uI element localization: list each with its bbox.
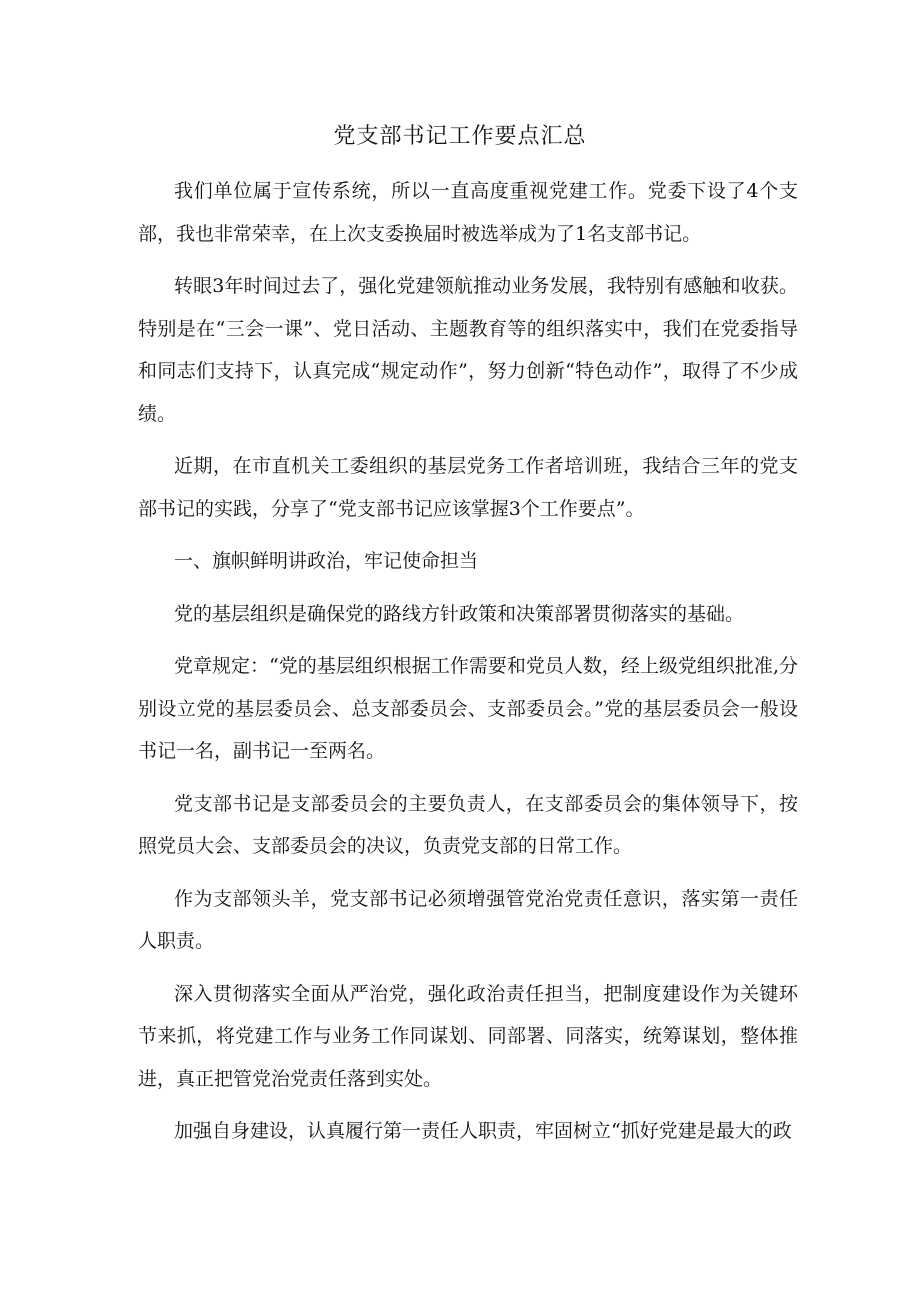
paragraph-foundation: 党的基层组织是确保党的路线方针政策和决策部署贯彻落实的基础。: [174, 602, 745, 625]
paragraph-training: 近期，在市直机关工委组织的基层党务工作者培训班，我结合三年的党支部书记的实践，分享了“党支部书记应该掌握3个工作要点”。: [138, 455, 798, 520]
section-heading-one: 一、旗帜鲜明讲政治，牢记使命担当: [174, 550, 479, 572]
document-title: 党支部书记工作要点汇总: [333, 124, 587, 149]
paragraph-leader: 作为支部领头羊，党支部书记必须增强管党治党责任意识，落实第一责任人职责。: [138, 887, 798, 952]
document-body: [138, 170, 798, 1163]
paragraph-three-years: 转眼3年时间过去了，强化党建领航推动业务发展，我特别有感触和收获。特别是在“三会一课”、党日活动、主题教育等的组织落实中，我们在党委指导和同志们支持下，认真完成“规定动作”，努力创新“特色动作”，取得了不少成绩。: [138, 275, 798, 425]
paragraph-party-constitution: 党章规定：“党的基层组织根据工作需要和党员人数，经上级党组织批准,分别设立党的基层委员会、总支部委员会、支部委员会。”党的基层委员会一般设书记一名，副书记一至两名。: [138, 655, 798, 762]
paragraph-secretary-role: 党支部书记是支部委员会的主要负责人，在支部委员会的集体领导下，按照党员大会、支部委员会的决议，负责党支部的日常工作。: [138, 792, 798, 857]
paragraph-intro: 我们单位属于宣传系统，所以一直高度重视党建工作。党委下设了4个支部，我也非常荣幸，在上次支委换届时被选举成为了1名支部书记。: [138, 180, 798, 245]
paragraph-self-building: 加强自身建设，认真履行第一责任人职责，牢固树立“抓好党建是最大的政: [174, 1120, 792, 1142]
paragraph-strict-governance: 深入贯彻落实全面从严治党，强化政治责任担当，把制度建设作为关键环节来抓，将党建工作与业务工作同谋划、同部署、同落实，统筹谋划，整体推进，真正把管党治党责任落到实处。: [138, 982, 798, 1090]
